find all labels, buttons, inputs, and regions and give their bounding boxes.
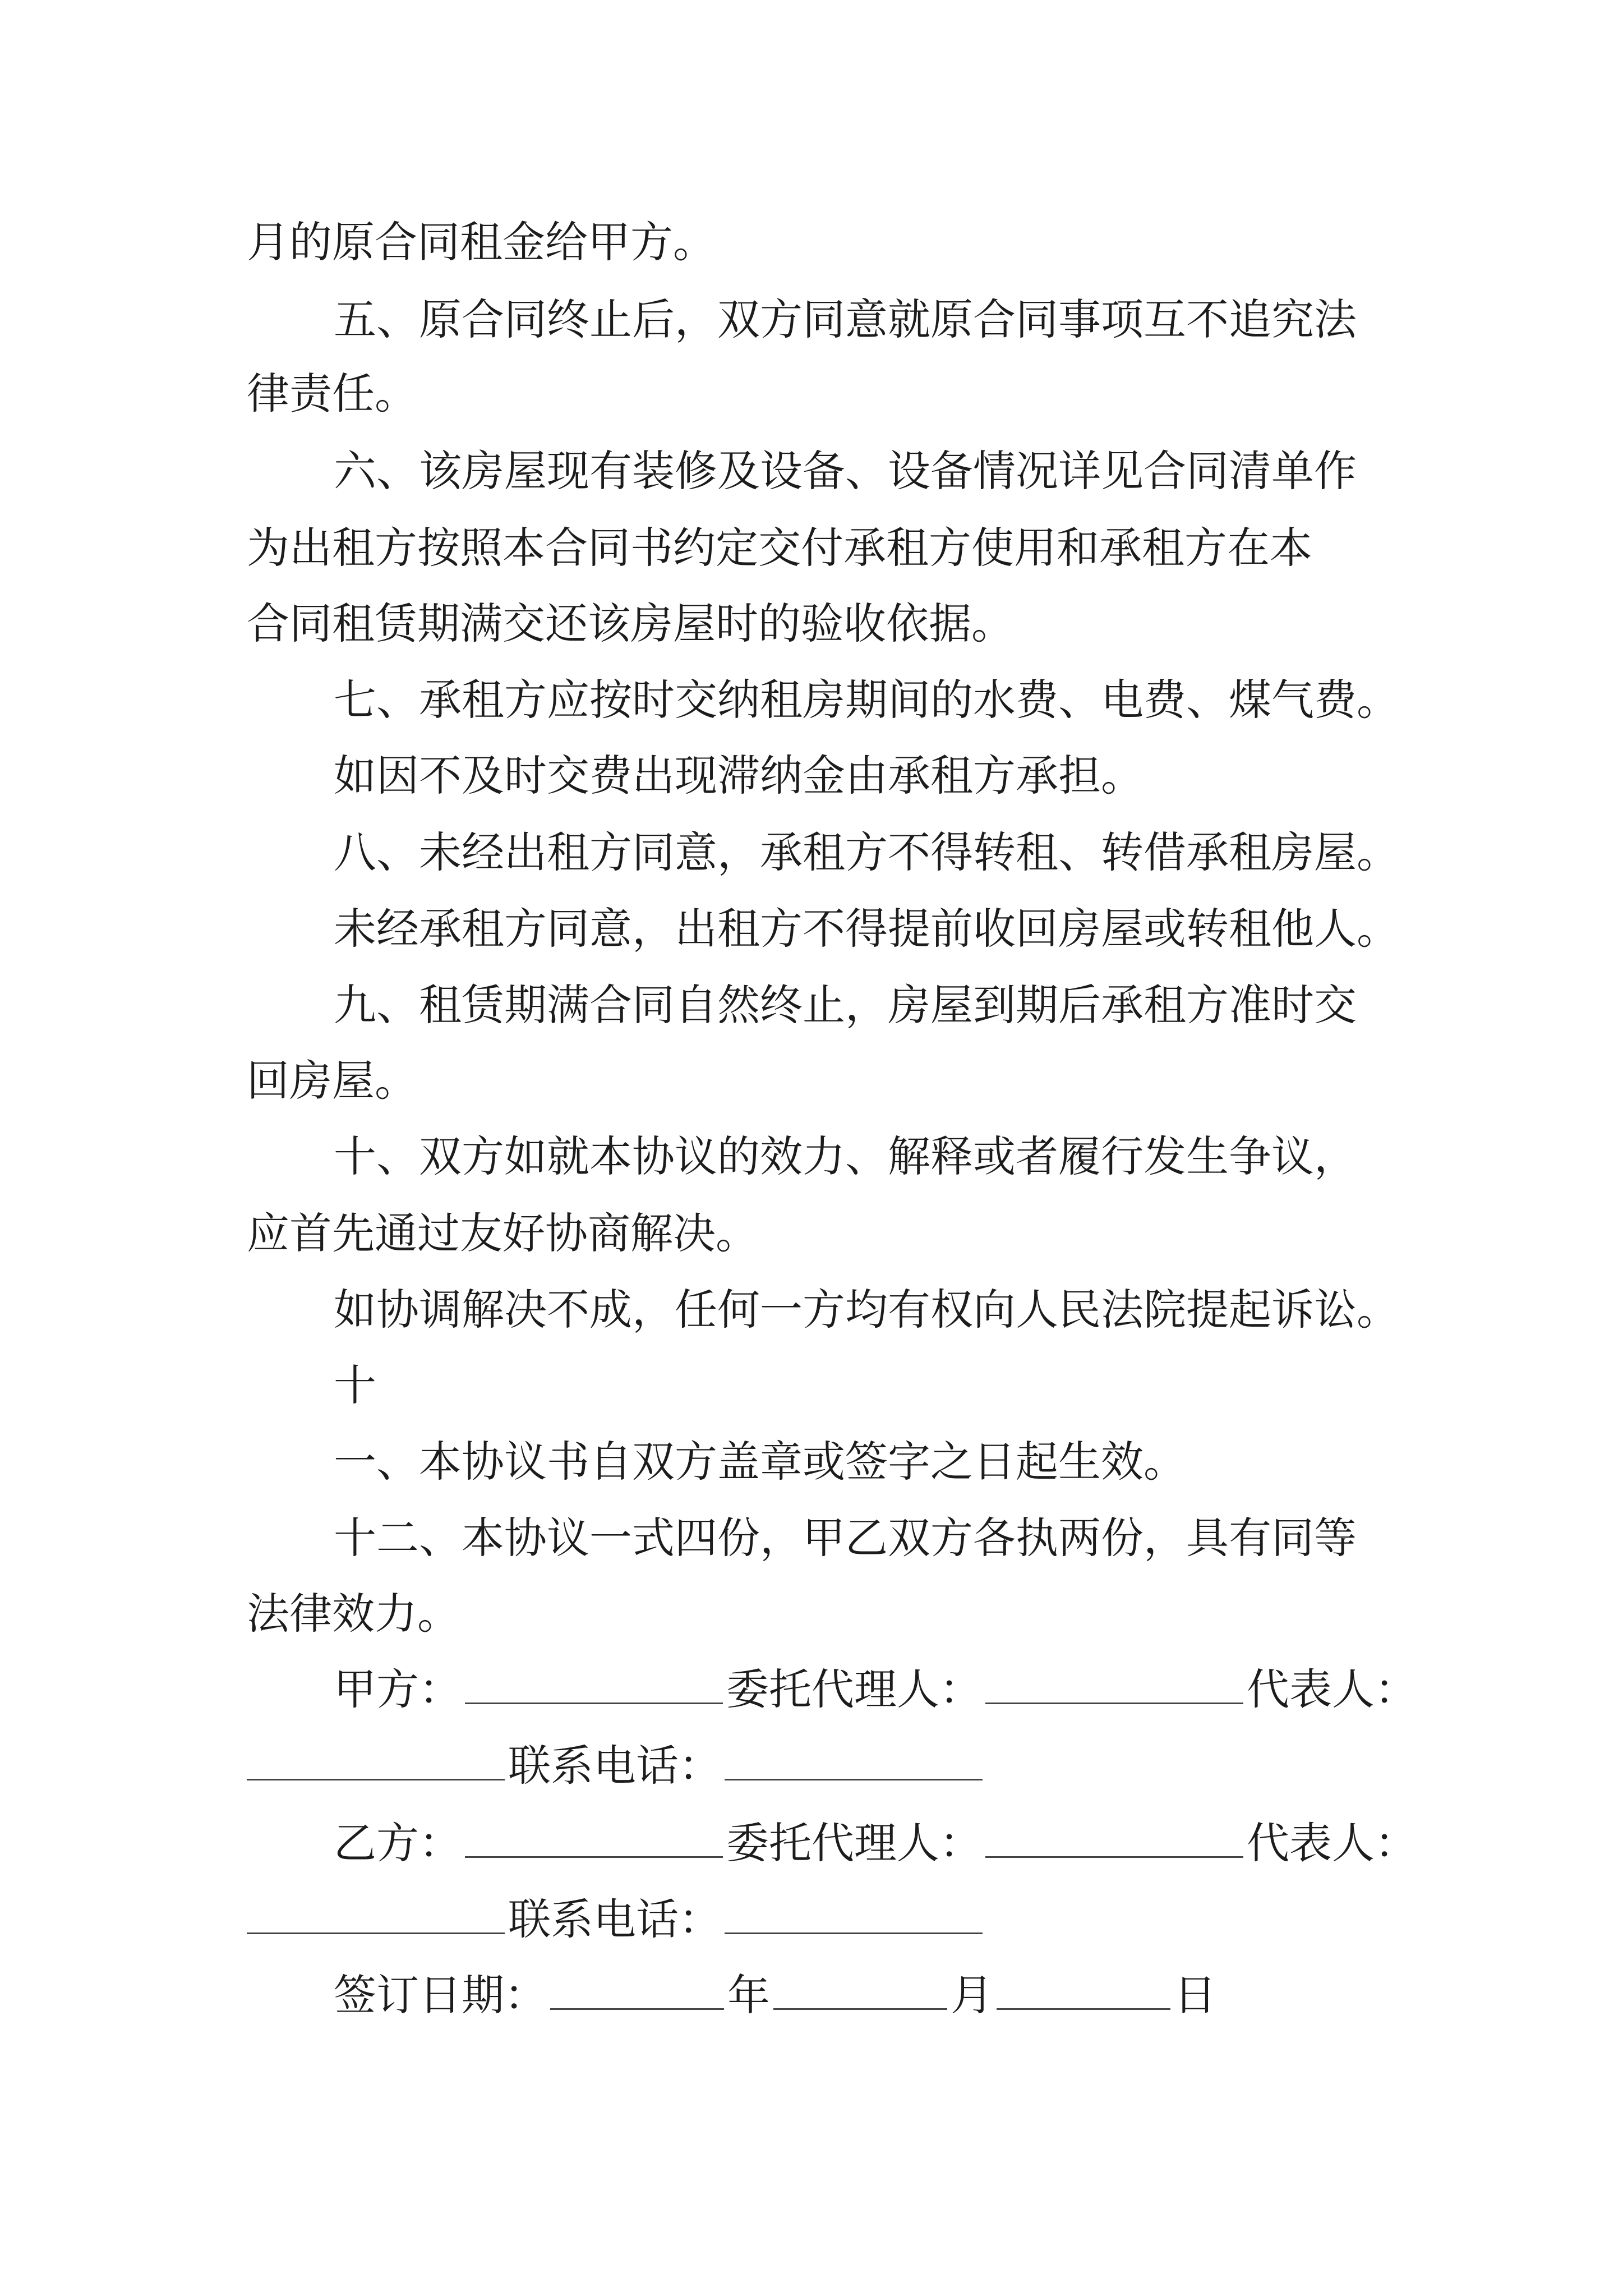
representative-label: 代表人： <box>1247 1818 1417 1868</box>
paragraph-line: 未经承租方同意，出租方不得提前收回房屋或转租他人。 <box>334 904 1399 954</box>
paragraph-line: 如因不及时交费出现滞纳金由承租方承担。 <box>334 751 1144 800</box>
phone-label: 联系电话： <box>508 1894 721 1944</box>
date-label: 签订日期： <box>334 1970 547 2020</box>
paragraph-line: 月的原合同租金给甲方。 <box>247 217 716 267</box>
party-b-phone-line <box>247 1892 986 1948</box>
paragraph-line: 如协调解决不成，任何一方均有权向人民法院提起诉讼。 <box>334 1285 1399 1335</box>
party-a-phone-field[interactable] <box>725 1744 983 1780</box>
party-a-representative-field[interactable] <box>247 1744 505 1780</box>
paragraph-line: 十二、本协议一式四份，甲乙双方各执两份，具有同等 <box>334 1513 1357 1563</box>
paragraph-line: 一、本协议书自双方盖章或签字之日起生效。 <box>334 1437 1186 1487</box>
day-unit: 日 <box>1174 1970 1216 2020</box>
party-a-name-field[interactable] <box>465 1668 723 1704</box>
representative-label: 代表人： <box>1247 1664 1417 1714</box>
party-b-agent-field[interactable] <box>985 1821 1243 1858</box>
phone-label: 联系电话： <box>508 1741 721 1791</box>
paragraph-line: 七、承租方应按时交纳租房期间的水费、电费、煤气费。 <box>334 675 1399 725</box>
paragraph-line: 八、未经出租方同意，承租方不得转租、转借承租房屋。 <box>334 827 1399 877</box>
paragraph-line: 应首先通过友好协商解决。 <box>247 1208 758 1258</box>
year-unit: 年 <box>727 1970 770 2020</box>
party-b-label: 乙方： <box>334 1818 462 1868</box>
paragraph-line: 法律效力。 <box>247 1589 460 1639</box>
party-b-name-field[interactable] <box>465 1821 723 1858</box>
paragraph-line: 五、原合同终止后，双方同意就原合同事项互不追究法 <box>334 295 1357 344</box>
party-a-phone-line <box>247 1738 986 1794</box>
party-a-label: 甲方： <box>334 1664 462 1714</box>
year-field[interactable] <box>550 1973 724 2010</box>
party-b-representative-field[interactable] <box>247 1898 505 1934</box>
paragraph-line: 合同租赁期满交还该房屋时的验收依据。 <box>247 599 1014 648</box>
party-a-agent-field[interactable] <box>985 1668 1243 1704</box>
paragraph-line: 为出租方按照本合同书约定交付承租方使用和承租方在本 <box>247 523 1312 573</box>
signing-date-line <box>334 1967 1216 2023</box>
agent-label: 委托代理人： <box>726 1664 982 1714</box>
party-a-signature-line <box>334 1662 1417 1718</box>
paragraph-line: 律责任。 <box>247 369 417 418</box>
month-unit: 月 <box>951 1970 993 2020</box>
paragraph-line: 十、双方如就本协议的效力、解释或者履行发生争议， <box>334 1131 1357 1181</box>
party-b-phone-field[interactable] <box>725 1898 983 1934</box>
paragraph-line: 回房屋。 <box>247 1056 417 1106</box>
party-b-signature-line <box>334 1815 1417 1871</box>
month-field[interactable] <box>773 1973 947 2010</box>
agent-label: 委托代理人： <box>726 1818 982 1868</box>
paragraph-line: 六、该房屋现有装修及设备、设备情况详见合同清单作 <box>334 446 1357 496</box>
paragraph-line: 十 <box>334 1360 376 1410</box>
paragraph-line: 九、租赁期满合同自然终止，房屋到期后承租方准时交 <box>334 980 1357 1030</box>
day-field[interactable] <box>997 1973 1170 2010</box>
